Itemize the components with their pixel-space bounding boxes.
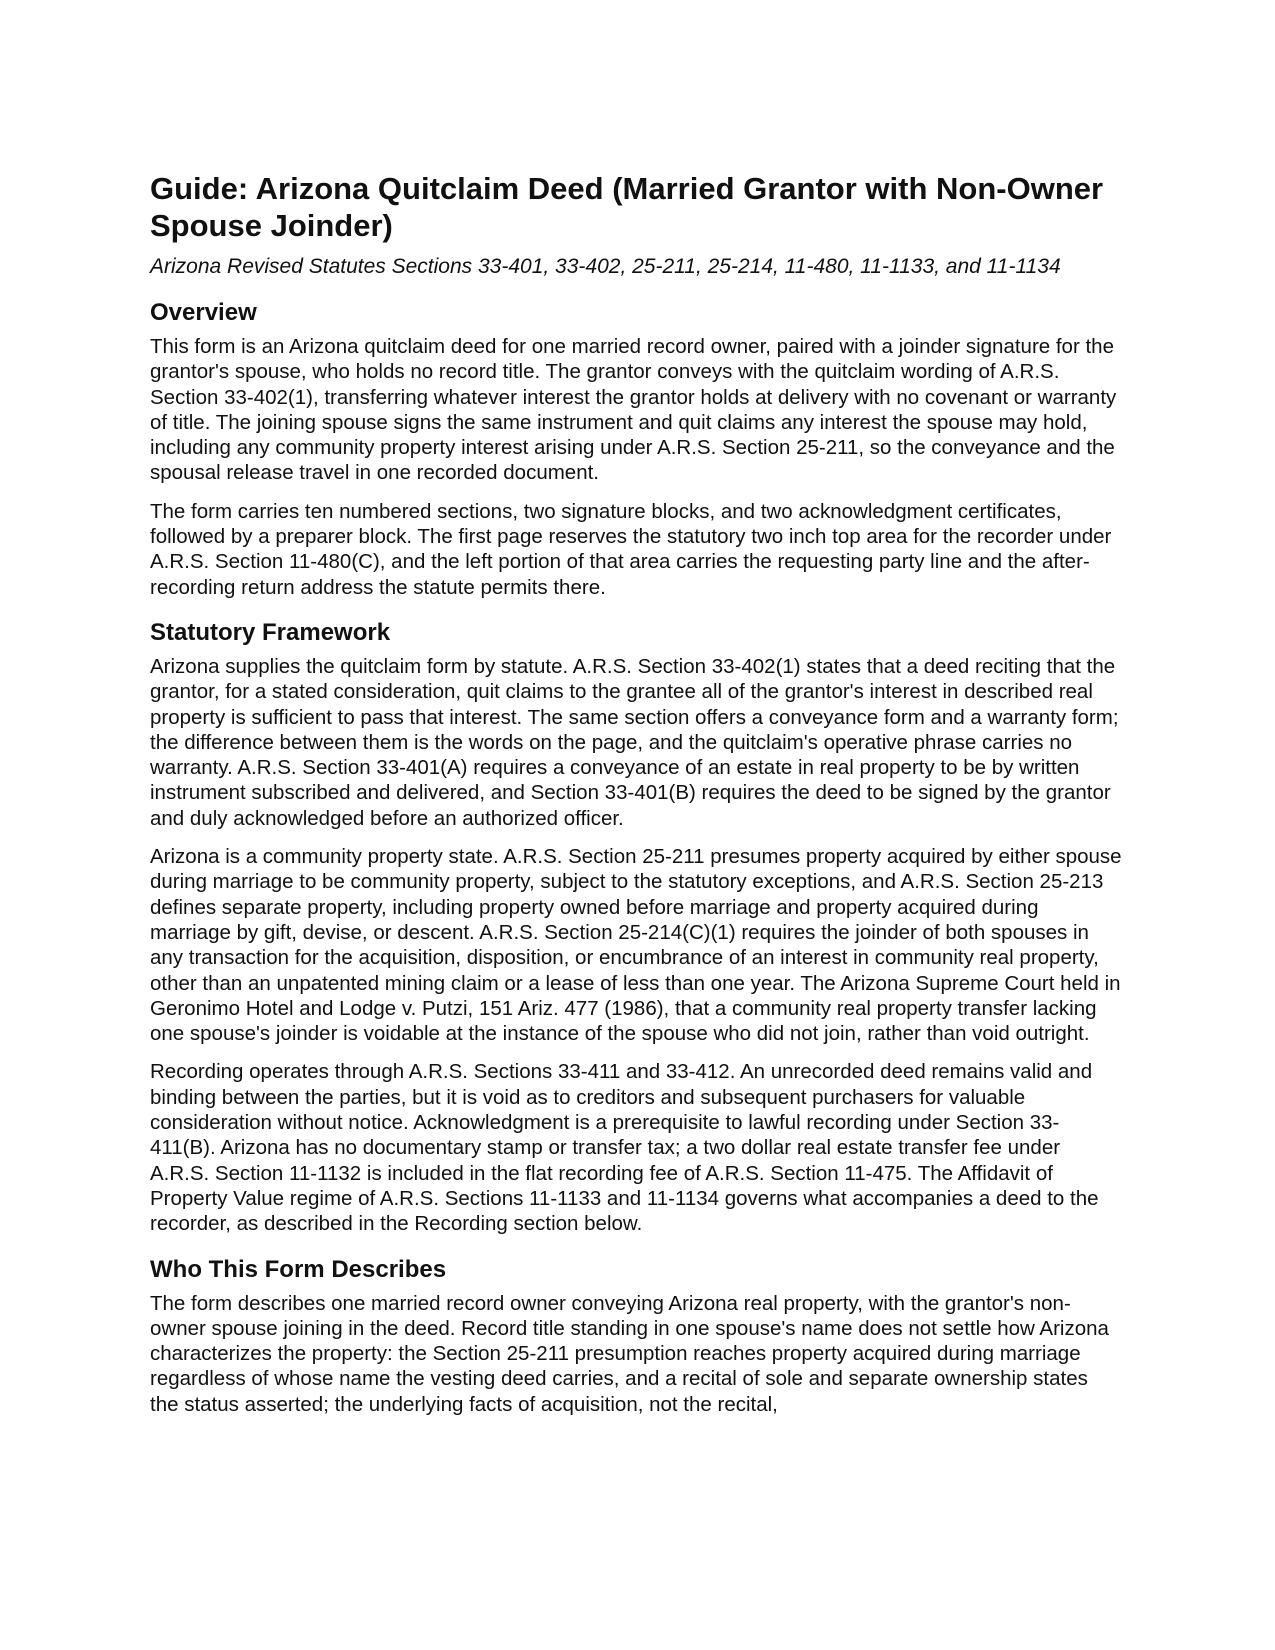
document-subtitle: Arizona Revised Statutes Sections 33-401, 33-402, 25-211, 25-214, 11-480, 11-1133, and 11-1134 [150,255,1061,278]
paragraph: Arizona is a community property state. A.R.S. Section 25-211 presumes property acquired by either spouse during marriage to be community property, subject to the statutory exceptions, and A.R.S. Section 25-213 defines separate property, including property owned before marriage and property acquired during marriage by gift, devise, or descent. A.R.S. Section 25-214(C)(1) requires the joinder of both spouses in any transaction for the acquisition, disposition, or encumbrance of an interest in community real property, other than an unpatented mining claim or a lease of less than one year. The Arizona Supreme Court held in Geronimo Hotel and Lodge v. Putzi, 151 Ariz. 477 (1986), that a community real property transfer lacking one spouse's joinder is voidable at the instance of the spouse who did not join, rather than void outright. [150,845,1122,1046]
section-overview [150,299,1122,600]
section-heading: Overview [150,299,257,326]
paragraph: The form carries ten numbered sections, two signature blocks, and two acknowledgment certificates, followed by a preparer block. The first page reserves the statutory two inch top area for the recorder under A.R.S. Section 11-480(C), and the left portion of that area carries the requesting party line and the after-recording return address the statute permits there. [150,499,1112,599]
section-heading: Statutory Framework [150,618,391,646]
paragraph: Arizona supplies the quitclaim form by statute. A.R.S. Section 33-402(1) states that a deed reciting that the grantor, for a stated consideration, quit claims to the grantee all of the grantor's interest in described real property is sufficient to pass that interest. The same section offers a conveyance form and a warranty form; the difference between them is the words on the page, and the quitclaim's operative phrase carries no warranty. A.R.S. Section 33-401(A) requires a conveyance of an estate in real property to be by written instrument subscribed and delivered, and Section 33-401(B) requires the deed to be signed by the grantor and duly acknowledged before an authorized officer. [150,654,1119,830]
section-who-this-form-describes [150,1256,1122,1417]
paragraph: This form is an Arizona quitclaim deed for one married record owner, paired with a joinder signature for the grantor's spouse, who holds no record title. The grantor conveys with the quitclaim wording of A.R.S. Section 33-402(1), transferring whatever interest the grantor holds at delivery with no covenant or warranty of title. The joining spouse signs the same instrument and quit claims any interest the spouse may hold, including any community property interest arising under A.R.S. Section 25-211, so the conveyance and the spousal release travel in one recorded document. [150,335,1117,485]
section-statutory-framework [150,619,1122,1237]
document-title: Guide: Arizona Quitclaim Deed (Married Grantor with Non-Owner Spouse Joinder) [150,171,1104,243]
section-heading: Who This Form Describes [150,1255,447,1283]
paragraph: Recording operates through A.R.S. Sections 33-411 and 33-412. An unrecorded deed remains valid and binding between the parties, but it is void as to creditors and subsequent purchasers for valuable consideration without notice. Acknowledgment is a prerequisite to lawful recording under Section 33-411(B). Arizona has no documentary stamp or transfer tax; a two dollar real estate transfer fee under A.R.S. Section 11-1132 is included in the flat recording fee of A.R.S. Section 11-475. The Affidavit of Property Value regime of A.R.S. Sections 11-1133 and 11-1134 governs what accompanies a deed to the recorder, as described in the Recording section below. [150,1060,1099,1236]
paragraph: The form describes one married record owner conveying Arizona real property, with the grantor's non-owner spouse joining in the deed. Record title standing in one spouse's name does not settle how Arizona characterizes the property: the Section 25-211 presumption reaches property acquired during marriage regardless of whose name the vesting deed carries, and a recital of sole and separate ownership states the status asserted; the underlying facts of acquisition, not the recital, [150,1291,1109,1416]
document-content [150,170,1122,1430]
